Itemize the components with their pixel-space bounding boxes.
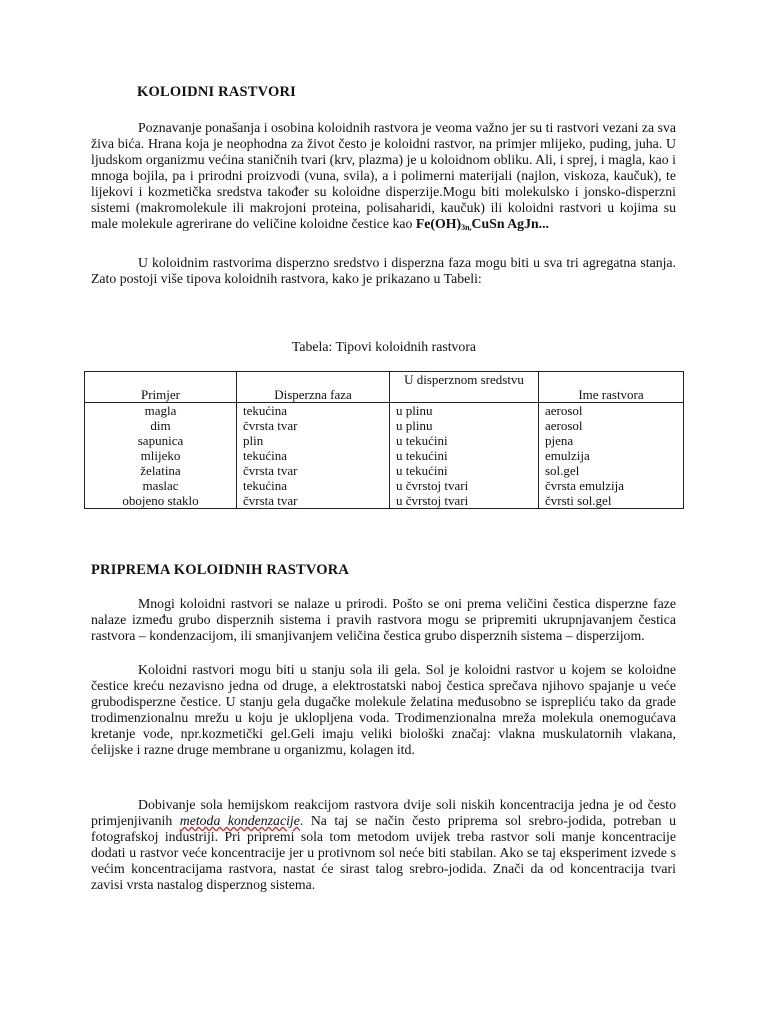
- table-cell: mlijeko: [85, 448, 237, 463]
- paragraph-intro-text: Poznavanje ponašanja i osobina koloidnih rastvora je veoma važno jer su ti rastvori vezani za sva živa bića. Hrana koja je neophodna za život često je koloidni rastvor, na primjer mlijeko, puding, juha. U ljudskom organizmu većina staničnih tvari (krv, plazma) je u koloidnom obliku. Ali, i sprej, i magla, kao i mnoga bojila, pa i prirodni proizvodi (vuna, svila), a i polimerni materijali (najlon, viskoza, kaučuk), te lijekovi i kozmetička sredstva također su koloidne disperzije.Mogu biti molekulsko i jonsko-disperzni sistemi (makromolekule ili makrojoni proteina, polisaharidi, kaučuk) ili koloidni rastvori u kojima su male molekule agrerirane do veličine koloidne čestice kao: [91, 120, 676, 231]
- paragraph-intro: [91, 120, 676, 236]
- table-cell: čvrsta tvar: [237, 493, 390, 509]
- paragraph-dobivanje-sola: [91, 797, 676, 893]
- table-cell: sapunica: [85, 433, 237, 448]
- table-cell: u plinu: [390, 418, 539, 433]
- paragraph-states: U koloidnim rastvorima disperzno sredstvo i disperzna faza mogu biti u sva tri agregatna stanja. Zato postoji više tipova koloidnih rastvora, kako je prikazano u Tabeli:: [91, 255, 676, 286]
- table-cell: želatina: [85, 463, 237, 478]
- header-primjer: Primjer: [85, 372, 237, 403]
- formula-part1: Fe(OH): [415, 216, 462, 231]
- paragraph-priprema: Mnogi koloidni rastvori se nalaze u prirodi. Pošto se oni prema veličini čestica disperzne faze nalaze između grubo disperznih sistema i pravih rastvora mogu se pripremiti ukrupnjavanjem čestica rastvora – kondenzacijom, ili smanjivanjem veličina čestica grubo disperznih sistema – disperzijom.: [91, 596, 676, 643]
- formula-subscript: 3n,: [461, 223, 472, 232]
- paragraph-dobivanje-before: Dobivanje sola hemijskom reakcijom rastvora dvije soli niskih koncentracija jedna je od često primjenjivanih: [91, 797, 676, 828]
- table-cell: u plinu: [390, 403, 539, 419]
- table-cell: dim: [85, 418, 237, 433]
- heading-koloidni-rastvori: KOLOIDNI RASTVORI: [137, 84, 297, 100]
- table-row: [85, 418, 684, 433]
- table-row: [85, 493, 684, 509]
- table-cell: u čvrstoj tvari: [390, 493, 539, 509]
- table-row: [85, 433, 684, 448]
- table-cell: maslac: [85, 478, 237, 493]
- chemical-formula: [416, 216, 549, 231]
- paragraph-sol-gel: Koloidni rastvori mogu biti u stanju sola ili gela. Sol je koloidni rastvor u kojem se koloidne čestice kreću nezavisno jedna od druge, a elektrostatski naboj čestica sprečava njihovo spajanje u veće grubodisperzne čestice. U stanju gela dugačke molekule želatina međusobno se isprepliću tako da grade trodimenzionalnu mrežu u koju je ukloplјena voda. Trodimenzionalna mreža molekula onemogućava kretanje vode, npr.kozmetički gel.Geli imaju veliki biološki značaj: vlakna muskulatornih vlakana, ćelijske i razne druge membrane u organizmu, kolagen itd.: [91, 662, 676, 757]
- heading-priprema: PRIPREMA KOLOIDNIH RASTVORA: [91, 562, 350, 578]
- table-cell: u tekućini: [390, 448, 539, 463]
- table-caption: Tabela: Tipovi koloidnih rastvora: [291, 339, 477, 354]
- table-cell: u tekućini: [390, 433, 539, 448]
- header-disperzno-sredstvo: U disperznom sredstvu: [390, 372, 539, 403]
- table-row: [85, 403, 684, 419]
- table-cell: sol.gel: [539, 463, 684, 478]
- table-cell: aerosol: [539, 418, 684, 433]
- table-cell: magla: [85, 403, 237, 419]
- table-row: [85, 448, 684, 463]
- table-cell: čvrsta tvar: [237, 418, 390, 433]
- table-cell: aerosol: [539, 403, 684, 419]
- table-header-row: [85, 372, 684, 403]
- table-cell: čvrsta emulzija: [539, 478, 684, 493]
- header-ime-rastvora: Ime rastvora: [539, 372, 684, 403]
- table-row: [85, 478, 684, 493]
- table-cell: čvrsta tvar: [237, 463, 390, 478]
- header-disperzna-faza: Disperzna faza: [237, 372, 390, 403]
- table-cell: u tekućini: [390, 463, 539, 478]
- table-row: [85, 463, 684, 478]
- table-cell: tekućina: [237, 403, 390, 419]
- table-cell: obojeno staklo: [85, 493, 237, 509]
- table-cell: plin: [237, 433, 390, 448]
- table-cell: čvrsti sol.gel: [539, 493, 684, 509]
- table-cell: tekućina: [237, 478, 390, 493]
- table-cell: tekućina: [237, 448, 390, 463]
- table-cell: u čvrstoj tvari: [390, 478, 539, 493]
- table-cell: emulzija: [539, 448, 684, 463]
- colloid-types-table: [84, 371, 684, 509]
- table-cell: pjena: [539, 433, 684, 448]
- italic-term: metoda kondenzacije: [179, 813, 300, 828]
- formula-part2: CuSn AgJn...: [471, 216, 549, 231]
- paragraph-dobivanje-after: . Na taj se način često priprema sol srebro-jodida, potreban u fotografskoj industriji. Pri pripremi sola tom metodom uvijek treba rastvor soli manje koncentracije dodati u rastvor veće koncentracije jer u protivnom sol neće biti stabilan. Ako se taj eksperiment izvede s većim koncentracijama rastvora, nastat će sirast talog srebro-jodida. Znači da od koncentracija tvari zavisi vrsta nastalog disperznog sistema.: [91, 813, 676, 892]
